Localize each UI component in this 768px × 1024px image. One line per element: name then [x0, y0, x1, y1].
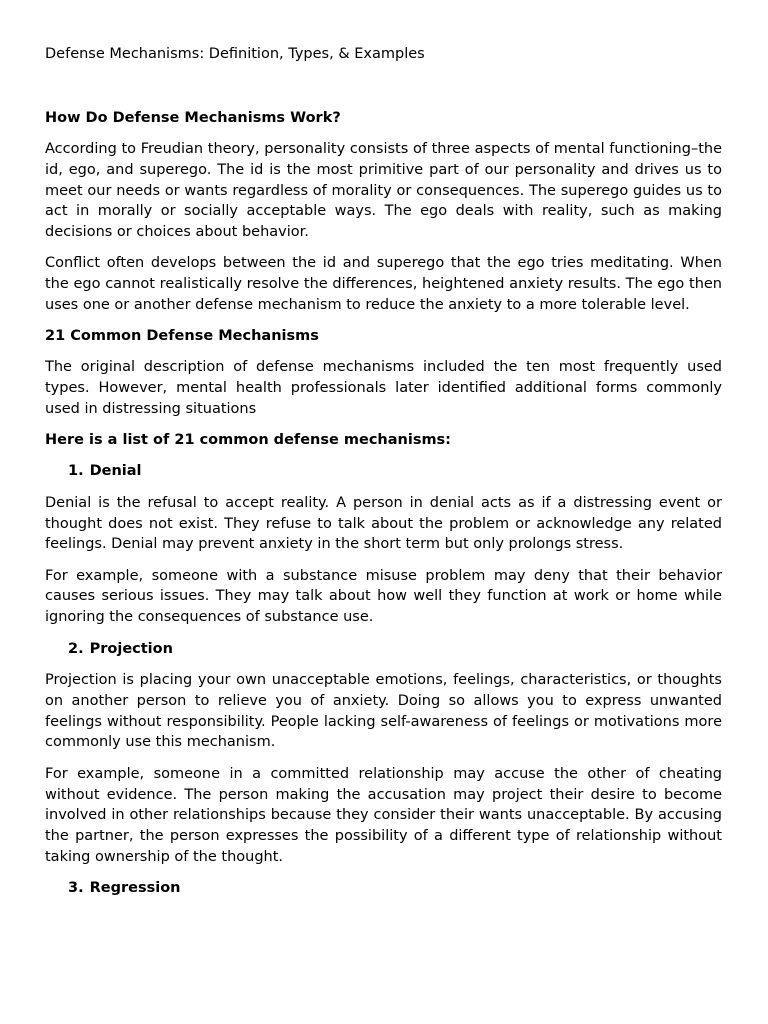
- list-item-title: Denial: [89, 463, 142, 480]
- document-page: [45, 44, 722, 910]
- list-item-title: Regression: [89, 880, 181, 897]
- paragraph-common-1: The original description of defense mechanisms included the ten most frequently used types. However, mental health professionals later identified additional forms commonly used in distressing situations: [45, 359, 722, 417]
- list-item-number: 3.: [68, 880, 84, 897]
- paragraph-denial-2: For example, someone with a substance misuse problem may deny that their behavior causes serious issues. They may talk about how well they function at work or home while ignoring the consequences of substance use.: [45, 567, 722, 626]
- list-item-heading-regression: [45, 878, 722, 899]
- list-item-number: 2.: [68, 640, 84, 657]
- section-heading-how: How Do Defense Mechanisms Work?: [45, 110, 341, 126]
- section-heading-common: 21 Common Defense Mechanisms: [45, 328, 319, 345]
- paragraph-how-1: According to Freudian theory, personality consists of three aspects of mental functioning–the id, ego, and superego. The id is the most primitive part of our personality and drives us to meet our needs or wants regardless of morality or consequences. The superego guides us to act in morally or socially acceptable ways. The ego deals with reality, such as making decisions or choices about behavior.: [45, 141, 722, 241]
- list-item-heading-denial: [45, 461, 722, 482]
- list-item-number: 1.: [68, 463, 84, 480]
- paragraph-projection-2: For example, someone in a committed relationship may accuse the other of cheating without evidence. The person making the accusation may project their desire to become involved in other relationships because they consider their wants unacceptable. By accusing the partner, the person expresses the possibility of a different type of relationship without taking ownership of the thought.: [45, 765, 722, 865]
- paragraph-projection-1: Projection is placing your own unacceptable emotions, feelings, characteristics, or thoughts on another person to relieve you of anxiety. Doing so allows you to express unwanted feelings without responsibility. People lacking self-awareness of feelings or motivations more commonly use this mechanism.: [45, 672, 722, 751]
- document-title: Defense Mechanisms: Definition, Types, & Examples: [45, 46, 425, 62]
- list-intro-heading: Here is a list of 21 common defense mechanisms:: [45, 432, 451, 449]
- paragraph-denial-1: Denial is the refusal to accept reality. A person in denial acts as if a distressing event or thought does not exist. They refuse to talk about the problem or acknowledge any related feelings. Denial may prevent anxiety in the short term but only prolongs stress.: [45, 494, 722, 553]
- paragraph-how-2: Conflict often develops between the id and superego that the ego tries meditating. When the ego cannot realistically resolve the differences, heightened anxiety results. The ego then uses one or another defense mechanism to reduce the anxiety to a more tolerable level.: [45, 255, 722, 314]
- list-item-title: Projection: [89, 640, 173, 657]
- list-item-heading-projection: [45, 639, 722, 660]
